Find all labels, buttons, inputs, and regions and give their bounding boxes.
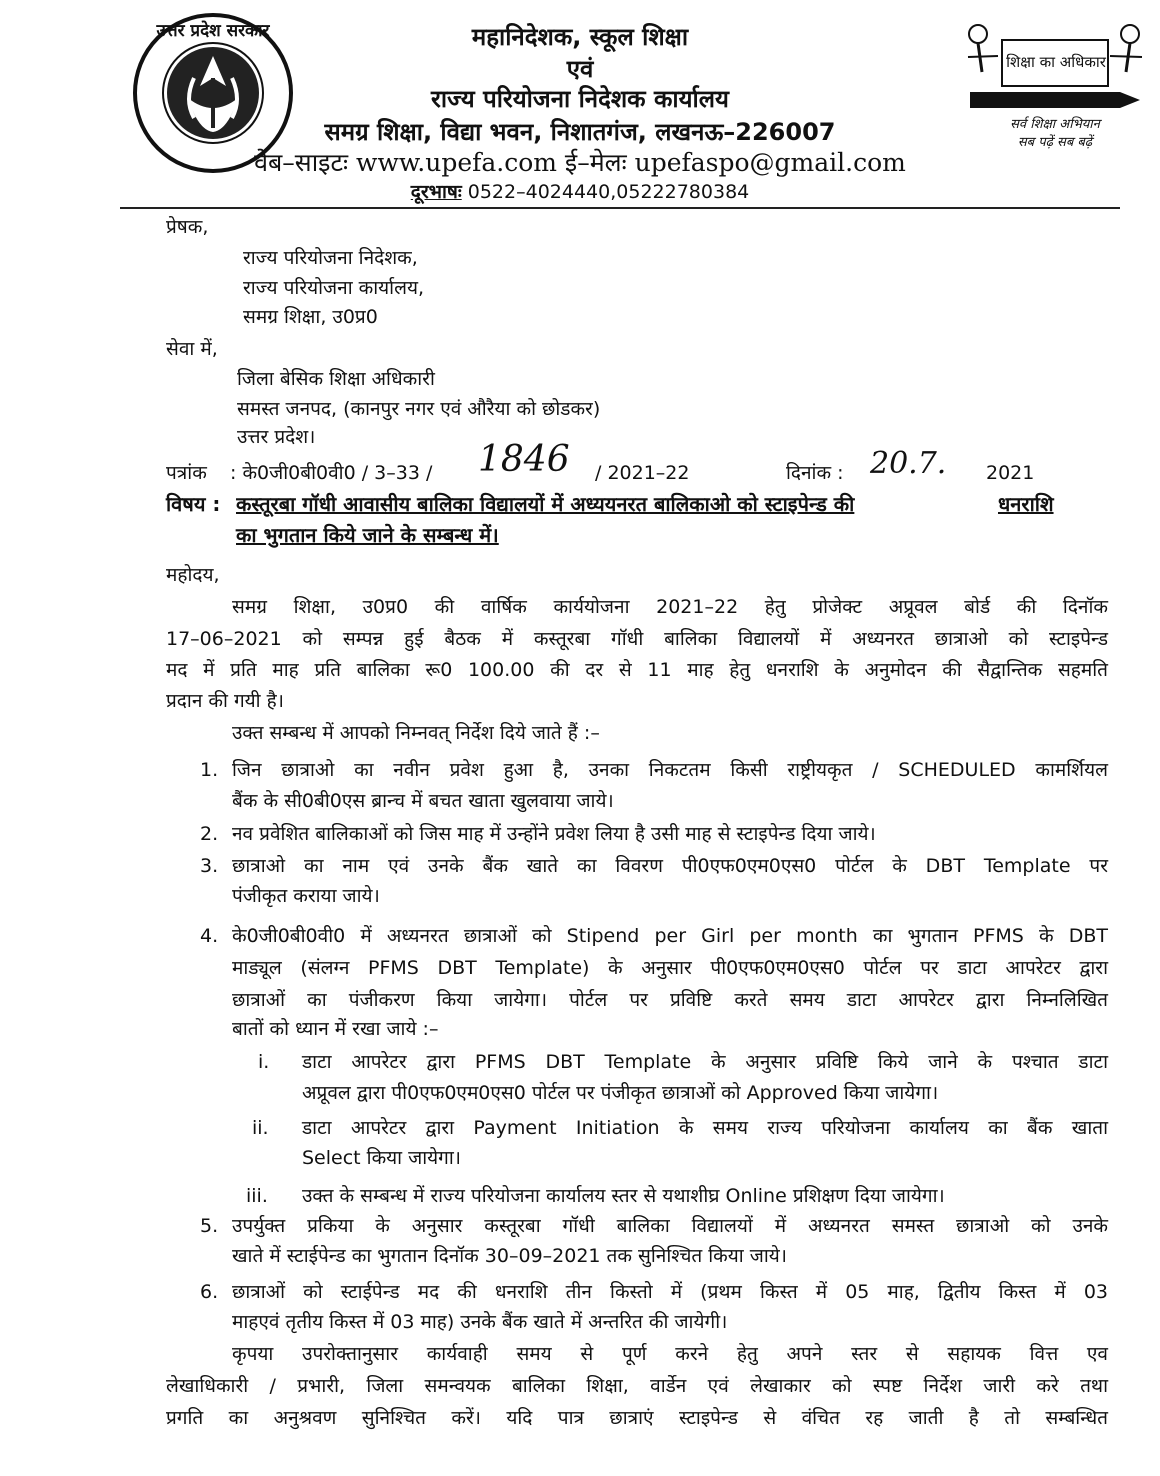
subject-line-1: कस्तूरबा गॉधी आवासीय बालिका विद्यालयों में अध्ययनरत बालिकाओ को स्टाइपेन्ड की: [236, 492, 855, 516]
recipient-label: सेवा में,: [166, 338, 218, 360]
item-3-number: 3.: [200, 855, 219, 877]
date-year: 2021: [986, 462, 1035, 484]
item-1-line-2: बैंक के सी0बी0एस ब्रान्च में बचत खाता खुलवाया जाये।: [232, 790, 614, 812]
ref-year: / 2021–22: [595, 462, 690, 484]
header-web-email: वेब–साइटः www.upefa.com ई–मेलः upefaspo@gmail.com: [254, 148, 906, 177]
item-4-line-3: छात्राओं का पंजीकरण किया जायेगा। पोर्टल पर प्रविष्टि करते समय डाटा आपरेटर द्वारा निम्नलिखित: [232, 989, 1108, 1011]
sender-line-2: राज्य परियोजना कार्यालय,: [243, 277, 425, 299]
item-5-line-1: उपर्युक्त प्रकिया के अनुसार कस्तूरबा गॉधी बालिका विद्यालयों में अध्यनरत समस्त छात्राओ को उनके: [232, 1215, 1108, 1237]
phone-label: दूरभाषः: [410, 181, 462, 203]
item-2-number: 2.: [200, 823, 219, 845]
ref-number-handwritten: 1846: [478, 439, 570, 480]
recipient-line-3: उत्तर प्रदेश।: [237, 426, 316, 448]
logo-line-1: सर्व शिक्षा अभियान: [1010, 117, 1100, 132]
subitem-i-line-1: डाटा आपरेटर द्वारा PFMS DBT Template के अनुसार प्रविष्टि किये जाने के पश्चात डाटा: [302, 1051, 1108, 1073]
sender-line-3: समग्र शिक्षा, उ0प्र0: [243, 306, 378, 328]
ref-prefix: : के0जी0बी0वी0 / 3–33 /: [230, 462, 433, 484]
subitem-i-line-2: अप्रूवल द्वारा पी0एफ0एम0एस0 पोर्टल पर पंजीकृत छात्राओं को Approved किया जायेगा।: [302, 1082, 939, 1104]
phone-value: 0522–4024440,05222780384: [461, 181, 750, 203]
item-5-number: 5.: [200, 1215, 219, 1237]
header-address: समग्र शिक्षा, विद्या भवन, निशातगंज, लखनऊ–226007: [324, 118, 836, 146]
recipient-line-1: जिला बेसिक शिक्षा अधिकारी: [237, 368, 435, 390]
ssa-logo: [960, 12, 1150, 157]
header-phone: [0, 178, 1160, 204]
closing-line-1: कृपया उपरोक्तानुसार कार्यवाही समय से पूर्ण करने हेतु अपने स्तर से सहायक वित्त एव: [232, 1343, 1108, 1365]
ref-label: पत्रांक: [166, 462, 207, 484]
header-rule: [120, 207, 1120, 209]
item-1-number: 1.: [200, 759, 219, 781]
item-2-line-1: नव प्रवेशित बालिकाओं को जिस माह में उन्होंने प्रवेश लिया है उसी माह से स्टाइपेन्ड दिया जाये।: [232, 823, 876, 845]
header-line-2: एवं: [566, 55, 594, 83]
para1-line-3: मद में प्रति माह प्रति बालिका रू0 100.00 की दर से 11 माह हेतु धनराशि के अनुमोदन की सैद्वान्तिक सहमति: [166, 659, 1108, 681]
item-5-line-2: खाते में स्टाईपेन्ड का भुगतान दिनॉक 30–09–2021 तक सुनिश्चित किया जाये।: [232, 1245, 787, 1267]
item-4-line-1: के0जी0बी0वी0 में अध्यनरत छात्राओं को Stipend per Girl per month का भुगतान PFMS के DBT: [232, 925, 1108, 947]
logo-box-text: शिक्षा का अधिकार: [1006, 53, 1106, 71]
header-line-1: महानिदेशक, स्कूल शिक्षा: [471, 23, 689, 51]
item-6-number: 6.: [200, 1281, 219, 1303]
item-3-line-1: छात्राओ का नाम एवं उनके बैंक खाते का विवरण पी0एफ0एम0एस0 पोर्टल के DBT Template पर: [232, 855, 1108, 877]
item-6-line-2: माहएवं तृतीय किस्त में 03 माह) उनके बैंक खाते में अन्तरित की जायेगी।: [232, 1311, 728, 1333]
sender-line-1: राज्य परियोजना निदेशक,: [243, 247, 418, 269]
subitem-ii-line-2: Select किया जायेगा।: [302, 1147, 462, 1169]
item-4-line-2: माड्यूल (संलग्न PFMS DBT Template) के अनुसार पी0एफ0एम0एस0 पोर्टल पर डाटा आपरेटर द्वारा: [232, 957, 1108, 979]
recipient-line-2: समस्त जनपद, (कानपुर नगर एवं औरैया को छोडकर): [237, 398, 601, 420]
item-4-line-4: बातों को ध्यान में रखा जाये :–: [232, 1018, 439, 1040]
para1-line-1: समग्र शिक्षा, उ0प्र0 की वार्षिक कार्ययोजना 2021–22 हेतु प्रोजेक्ट अप्रूवल बोर्ड की दिनॉक: [232, 596, 1108, 618]
item-3-line-2: पंजीकृत कराया जाये।: [232, 885, 380, 907]
para1-line-4: प्रदान की गयी है।: [166, 690, 284, 712]
para1-line-2: 17–06–2021 को सम्पन्न हुई बैठक में कस्तूरबा गॉधी बालिका विद्यालयों में अध्यनरत छात्राओ को स्टाइपेन्ड: [166, 628, 1108, 650]
subitem-i-number: i.: [258, 1051, 270, 1073]
instructions-intro: उक्त सम्बन्ध में आपको निम्नवत् निर्देश दिये जाते हैं :–: [232, 722, 600, 744]
subject-line-2: का भुगतान किये जाने के सम्बन्ध में।: [236, 523, 499, 547]
subject-label: विषय :: [166, 492, 221, 516]
item-6-line-1: छात्राओं को स्टाईपेन्ड मद की धनराशि तीन किस्तो में (प्रथम किस्त में 05 माह, द्वितीय किस्त में 03: [232, 1281, 1108, 1303]
emblem-text: उत्तर प्रदेश सरकार: [156, 21, 270, 41]
subitem-iii-number: iii.: [246, 1185, 268, 1207]
subitem-ii-line-1: डाटा आपरेटर द्वारा Payment Initiation के समय राज्य परियोजना कार्यालय का बैंक खाता: [302, 1117, 1108, 1139]
date-handwritten: 20.7.: [870, 446, 947, 481]
subject-line-1-tail: धनराशि: [998, 492, 1054, 516]
subitem-ii-number: ii.: [252, 1117, 269, 1139]
item-4-number: 4.: [200, 925, 219, 947]
subitem-iii-line-1: उक्त के सम्बन्ध में राज्य परियोजना कार्यालय स्तर से यथाशीघ्र Online प्रशिक्षण दिया जायेगा।: [302, 1185, 945, 1207]
item-1-line-1: जिन छात्राओ का नवीन प्रवेश हुआ है, उनका निकटतम किसी राष्ट्रीयकृत / SCHEDULED कामर्शियल: [232, 759, 1108, 781]
date-label: दिनांक :: [786, 462, 844, 484]
logo-line-2: सब पढ़ें सब बढ़ें: [1017, 135, 1093, 150]
sender-label: प्रेषक,: [166, 216, 209, 238]
header-line-3: राज्य परियोजना निदेशक कार्यालय: [431, 85, 729, 113]
closing-line-3: प्रगति का अनुश्रवण सुनिश्चित करें। यदि पात्र छात्राएं स्टाइपेन्ड से वंचित रह जाती है तो सम्बन्धित: [166, 1407, 1108, 1429]
closing-line-2: लेखाधिकारी / प्रभारी, जिला समन्वयक बालिका शिक्षा, वार्डेन एवं लेखाकार को स्पष्ट निर्देश जारी करे तथा: [166, 1375, 1108, 1397]
salutation: महोदय,: [166, 564, 220, 586]
